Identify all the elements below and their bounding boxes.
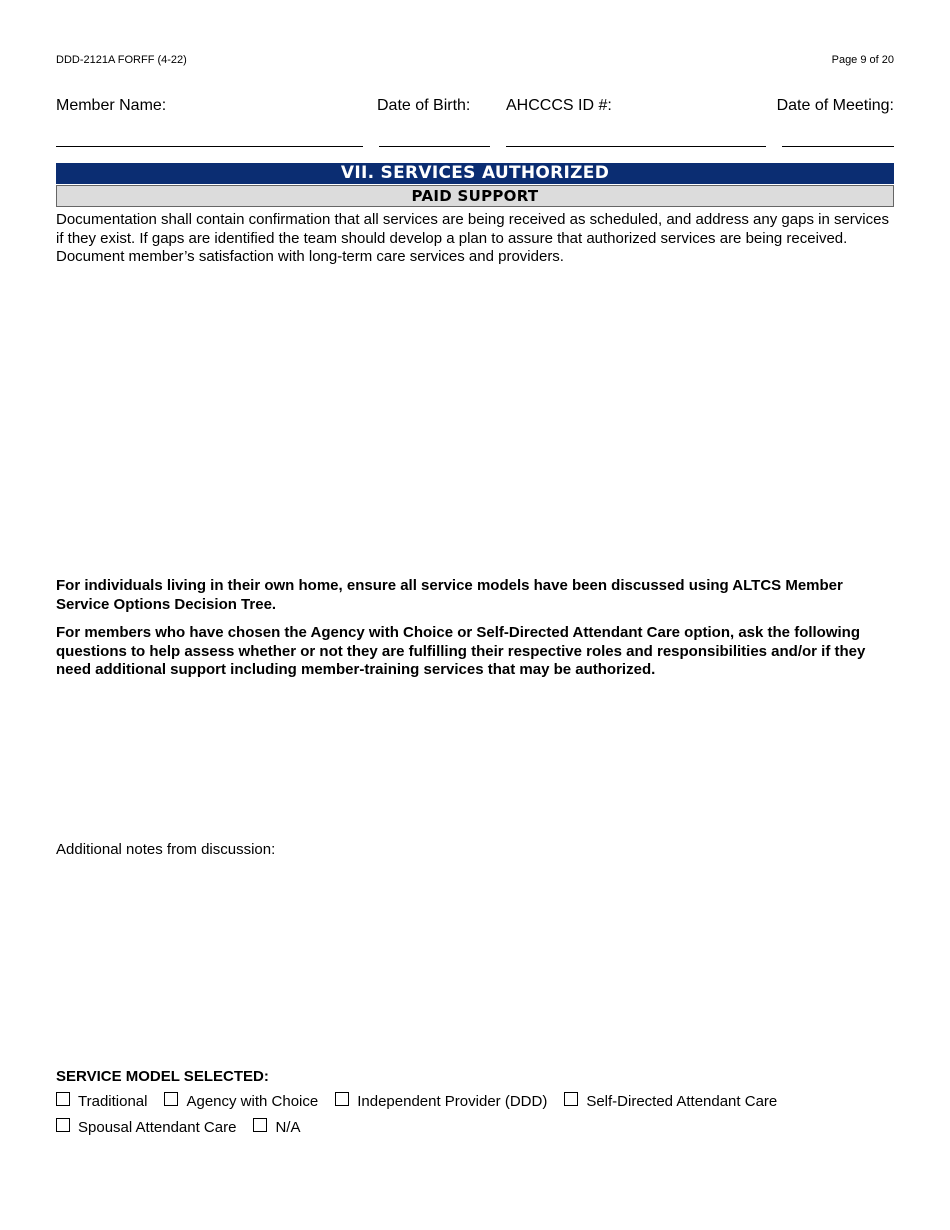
option-label: Spousal Attendant Care (78, 1119, 237, 1136)
option-label: Independent Provider (DDD) (357, 1093, 548, 1110)
date-of-meeting-label: Date of Meeting: (776, 97, 894, 114)
agency-response-area[interactable] (56, 685, 894, 835)
checkbox-icon[interactable] (335, 1092, 349, 1106)
checkbox-icon[interactable] (56, 1118, 70, 1132)
option-agency-with-choice[interactable] (164, 1093, 318, 1110)
checkbox-icon[interactable] (164, 1092, 178, 1106)
page-number: Page 9 of 20 (831, 54, 894, 66)
option-na[interactable] (253, 1119, 300, 1136)
option-independent-provider[interactable] (335, 1093, 547, 1110)
service-model-row-2 (56, 1119, 317, 1136)
section-subtitle: PAID SUPPORT (56, 185, 894, 207)
additional-notes-area[interactable] (56, 865, 894, 1055)
date-of-birth-field[interactable] (379, 146, 490, 147)
agency-choice-paragraph: For members who have chosen the Agency with Choice or Self-Directed Attendant Care option, ask the following questions to help assess whether or not they are fulfilling their respective roles and responsibilities and/or if they need additional support including member-training services that may be authorized. (56, 624, 866, 679)
form-id: DDD-2121A FORFF (4-22) (56, 54, 187, 66)
option-label: Agency with Choice (186, 1093, 319, 1110)
checkbox-icon[interactable] (564, 1092, 578, 1106)
date-of-meeting-field[interactable] (782, 146, 894, 147)
checkbox-icon[interactable] (56, 1092, 70, 1106)
option-label: Traditional (78, 1093, 148, 1110)
member-name-label: Member Name: (56, 97, 167, 114)
checkbox-icon[interactable] (253, 1118, 267, 1132)
option-self-directed-attendant-care[interactable] (564, 1093, 777, 1110)
service-model-heading: SERVICE MODEL SELECTED: (56, 1068, 269, 1085)
intro-response-area[interactable] (56, 270, 894, 570)
member-name-field[interactable] (56, 146, 363, 147)
ahcccs-id-label: AHCCCS ID #: (506, 97, 612, 114)
section-title: VII. SERVICES AUTHORIZED (56, 163, 894, 184)
own-home-paragraph: For individuals living in their own home, ensure all service models have been discussed using ALTCS Member Service Options Decision Tree. (56, 577, 843, 613)
date-of-birth-label: Date of Birth: (377, 97, 471, 114)
additional-notes-label: Additional notes from discussion: (56, 841, 276, 858)
intro-paragraph: Documentation shall contain confirmation that all services are being received as scheduled, and address any gaps in services if they exist. If gaps are identified the team should develop a plan to assure that authorized services are being received. Document member’s satisfaction with long-term care services and providers. (56, 211, 889, 266)
service-model-row-1 (56, 1093, 794, 1110)
option-traditional[interactable] (56, 1093, 147, 1110)
ahcccs-id-field[interactable] (506, 146, 766, 147)
option-label: Self-Directed Attendant Care (586, 1093, 778, 1110)
option-label: N/A (275, 1119, 301, 1136)
option-spousal-attendant-care[interactable] (56, 1119, 236, 1136)
